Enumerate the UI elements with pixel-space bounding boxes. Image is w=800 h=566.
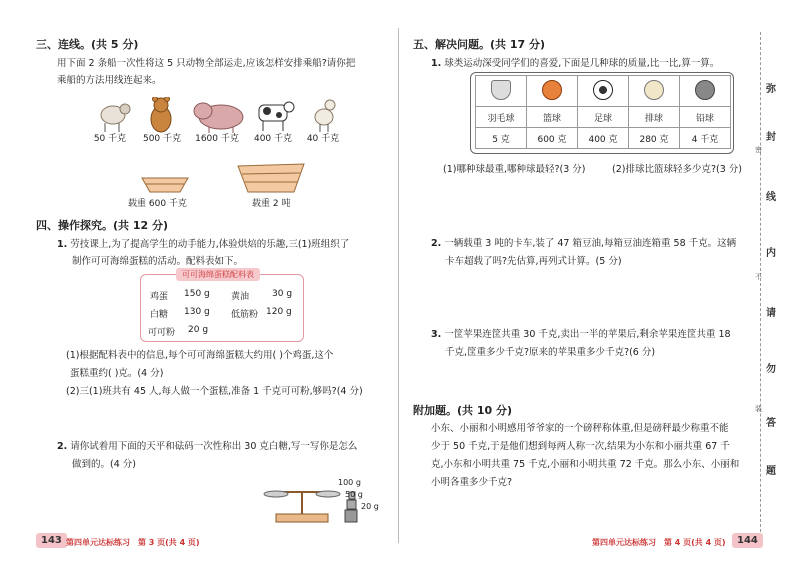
seal-char: 内 [766,248,776,259]
section4-q1b: (2)三(1)班共有 45 人,每人做一个蛋糕,准备 1 千克可可粉,够吗?(4 分) [66,386,363,397]
large-boat-label: 载重 2 吨 [252,199,291,209]
section5-q1-text: 球类运动深受同学们的喜爱,下面是几种球的质量,比一比,算一算。 [444,58,720,69]
ball-weight: 4 千克 [680,128,731,149]
bonus-line-2: 少于 50 千克,于是他们想到每两人称一次,结果为小东和小丽共重 67 千 [431,441,730,452]
section5-q1b: (2)排球比篮球轻多少克?(3 分) [612,164,742,175]
section4-q1a-line2: 蛋糕重约( )克。(4 分) [70,368,164,379]
small-boat-icon [140,172,190,194]
weight-label: 20 g [361,502,379,511]
ball-name: 排球 [629,107,680,128]
recipe-item-name: 鸡蛋 [150,292,169,302]
recipe-item-amount: 30 g [272,289,293,299]
seal-char: 线 [766,192,776,203]
section5-q2-line2: 卡车超载了吗?先估算,再列式计算。(5 分) [445,256,622,267]
right-footer-text: 第四单元达标练习 第 4 页(共 4 页) [592,538,726,547]
recipe-item-amount: 150 g [184,289,210,299]
volleyball-icon [644,80,664,100]
section4-q1a-line1: (1)根据配料表中的信息,每个可可海绵蛋糕大约用( )个鸡蛋,这个 [66,350,334,361]
balance-scale-icon [262,478,342,526]
ball-weight: 5 克 [476,128,527,149]
seal-char: 弥 [766,84,776,95]
page-divider [398,28,399,543]
goat-icon [315,100,335,132]
recipe-item-amount: 20 g [188,325,209,335]
ball-weight: 280 克 [629,128,680,149]
ball-weight: 400 克 [578,128,629,149]
bonus-line-1: 小东、小丽和小明感用爷爷家的一个磅秤称体重,但是磅秤最少称重不能 [431,423,729,434]
sheep-icon [101,104,130,132]
section5-q3-line1: 一筐苹果连筐共重 30 千克,卖出一半的苹果后,剩余苹果连筐共重 18 [444,329,731,340]
section5-q1a: (1)哪种球最重,哪种球最轻?(3 分) [443,164,586,175]
weight-label: 50 g [345,490,363,499]
balls-table [475,75,731,149]
seal-small-char: 不 [755,273,762,281]
right-page-number: 144 [732,533,763,548]
q-number: 2. [431,238,442,249]
q-number: 2. [57,441,68,452]
ball-name: 羽毛球 [476,107,527,128]
animal-weight-bear: 500 千克 [142,134,182,144]
seal-char: 请 [766,308,776,319]
small-boat-label: 载重 600 千克 [128,199,187,209]
bonus-line-4: 小明各重多少千克? [431,477,513,488]
seal-line [760,32,761,532]
animal-weight-sheep: 50 千克 [93,134,127,144]
recipe-title: 可可海绵蛋糕配料表 [176,268,260,281]
hippo-icon [194,103,243,133]
ball-name: 铅球 [680,107,731,128]
recipe-item-name: 可可粉 [148,328,176,338]
q-number: 1. [57,239,68,250]
bonus-line-3: 克,小东和小明共重 75 千克,小丽和小明共重 72 千克。那么小东、小丽和 [431,459,740,470]
q-number: 3. [431,329,442,340]
animal-weight-cow: 400 千克 [253,134,293,144]
recipe-item-name: 低筋粉 [231,310,259,320]
weight-label: 100 g [338,478,361,487]
bear-icon [151,97,171,132]
section5-q2-line1: 一辆载重 3 吨的卡车,装了 47 箱豆油,每箱豆油连箱重 58 千克。这辆 [444,238,737,249]
seal-small-char: 密 [755,146,762,154]
left-footer-text: 第四单元达标练习 第 3 页(共 4 页) [66,538,200,547]
seal-char: 题 [766,466,776,477]
recipe-item-amount: 130 g [184,307,210,317]
seal-small-char: 装 [755,405,762,413]
section4-q1-line2: 制作可可海绵蛋糕的活动。配料表如下。 [72,256,244,267]
shuttlecock-icon [491,80,511,100]
ball-name: 足球 [578,107,629,128]
section4-q2-line1: 请你试着用下面的天平和砝码一次性称出 30 克白糖,写一写你是怎么 [70,441,358,452]
ball-name: 篮球 [527,107,578,128]
section3-desc-1: 用下面 2 条船一次性将这 5 只动物全部运走,应该怎样安排乘船?请你把 [57,58,356,69]
seal-char: 答 [766,418,776,429]
section4-q1-line1: 劳技课上,为了提高学生的动手能力,体验烘焙的乐趣,三(1)班组织了 [70,239,350,250]
left-page-number: 143 [36,533,67,548]
section3-title: 三、连线。(共 5 分) [36,38,139,51]
recipe-item-name: 黄油 [231,292,250,302]
section4-title: 四、操作探究。(共 12 分) [36,219,169,232]
section4-q2-line2: 做到的。(4 分) [72,459,136,470]
shot-put-icon [695,80,715,100]
cow-icon [259,102,294,131]
large-boat-icon [236,160,306,194]
recipe-item-name: 白糖 [150,310,169,320]
section5-q3-line2: 千克,筐重多少千克?原来的苹果重多少千克?(6 分) [445,347,656,358]
basketball-icon [542,80,562,100]
animal-weight-goat: 40 千克 [306,134,340,144]
ball-weight: 600 克 [527,128,578,149]
q-number: 1. [431,58,442,69]
bonus-title: 附加题。(共 10 分) [413,404,513,417]
weights-icon [342,482,362,526]
seal-char: 封 [766,132,776,143]
seal-char: 勿 [766,364,776,375]
animal-weight-hippo: 1600 千克 [195,134,239,144]
recipe-item-amount: 120 g [266,307,292,317]
section3-desc-2: 乘船的方法用线连起来。 [57,75,162,86]
soccer-ball-icon [593,80,613,100]
section5-title: 五、解决问题。(共 17 分) [413,38,546,51]
